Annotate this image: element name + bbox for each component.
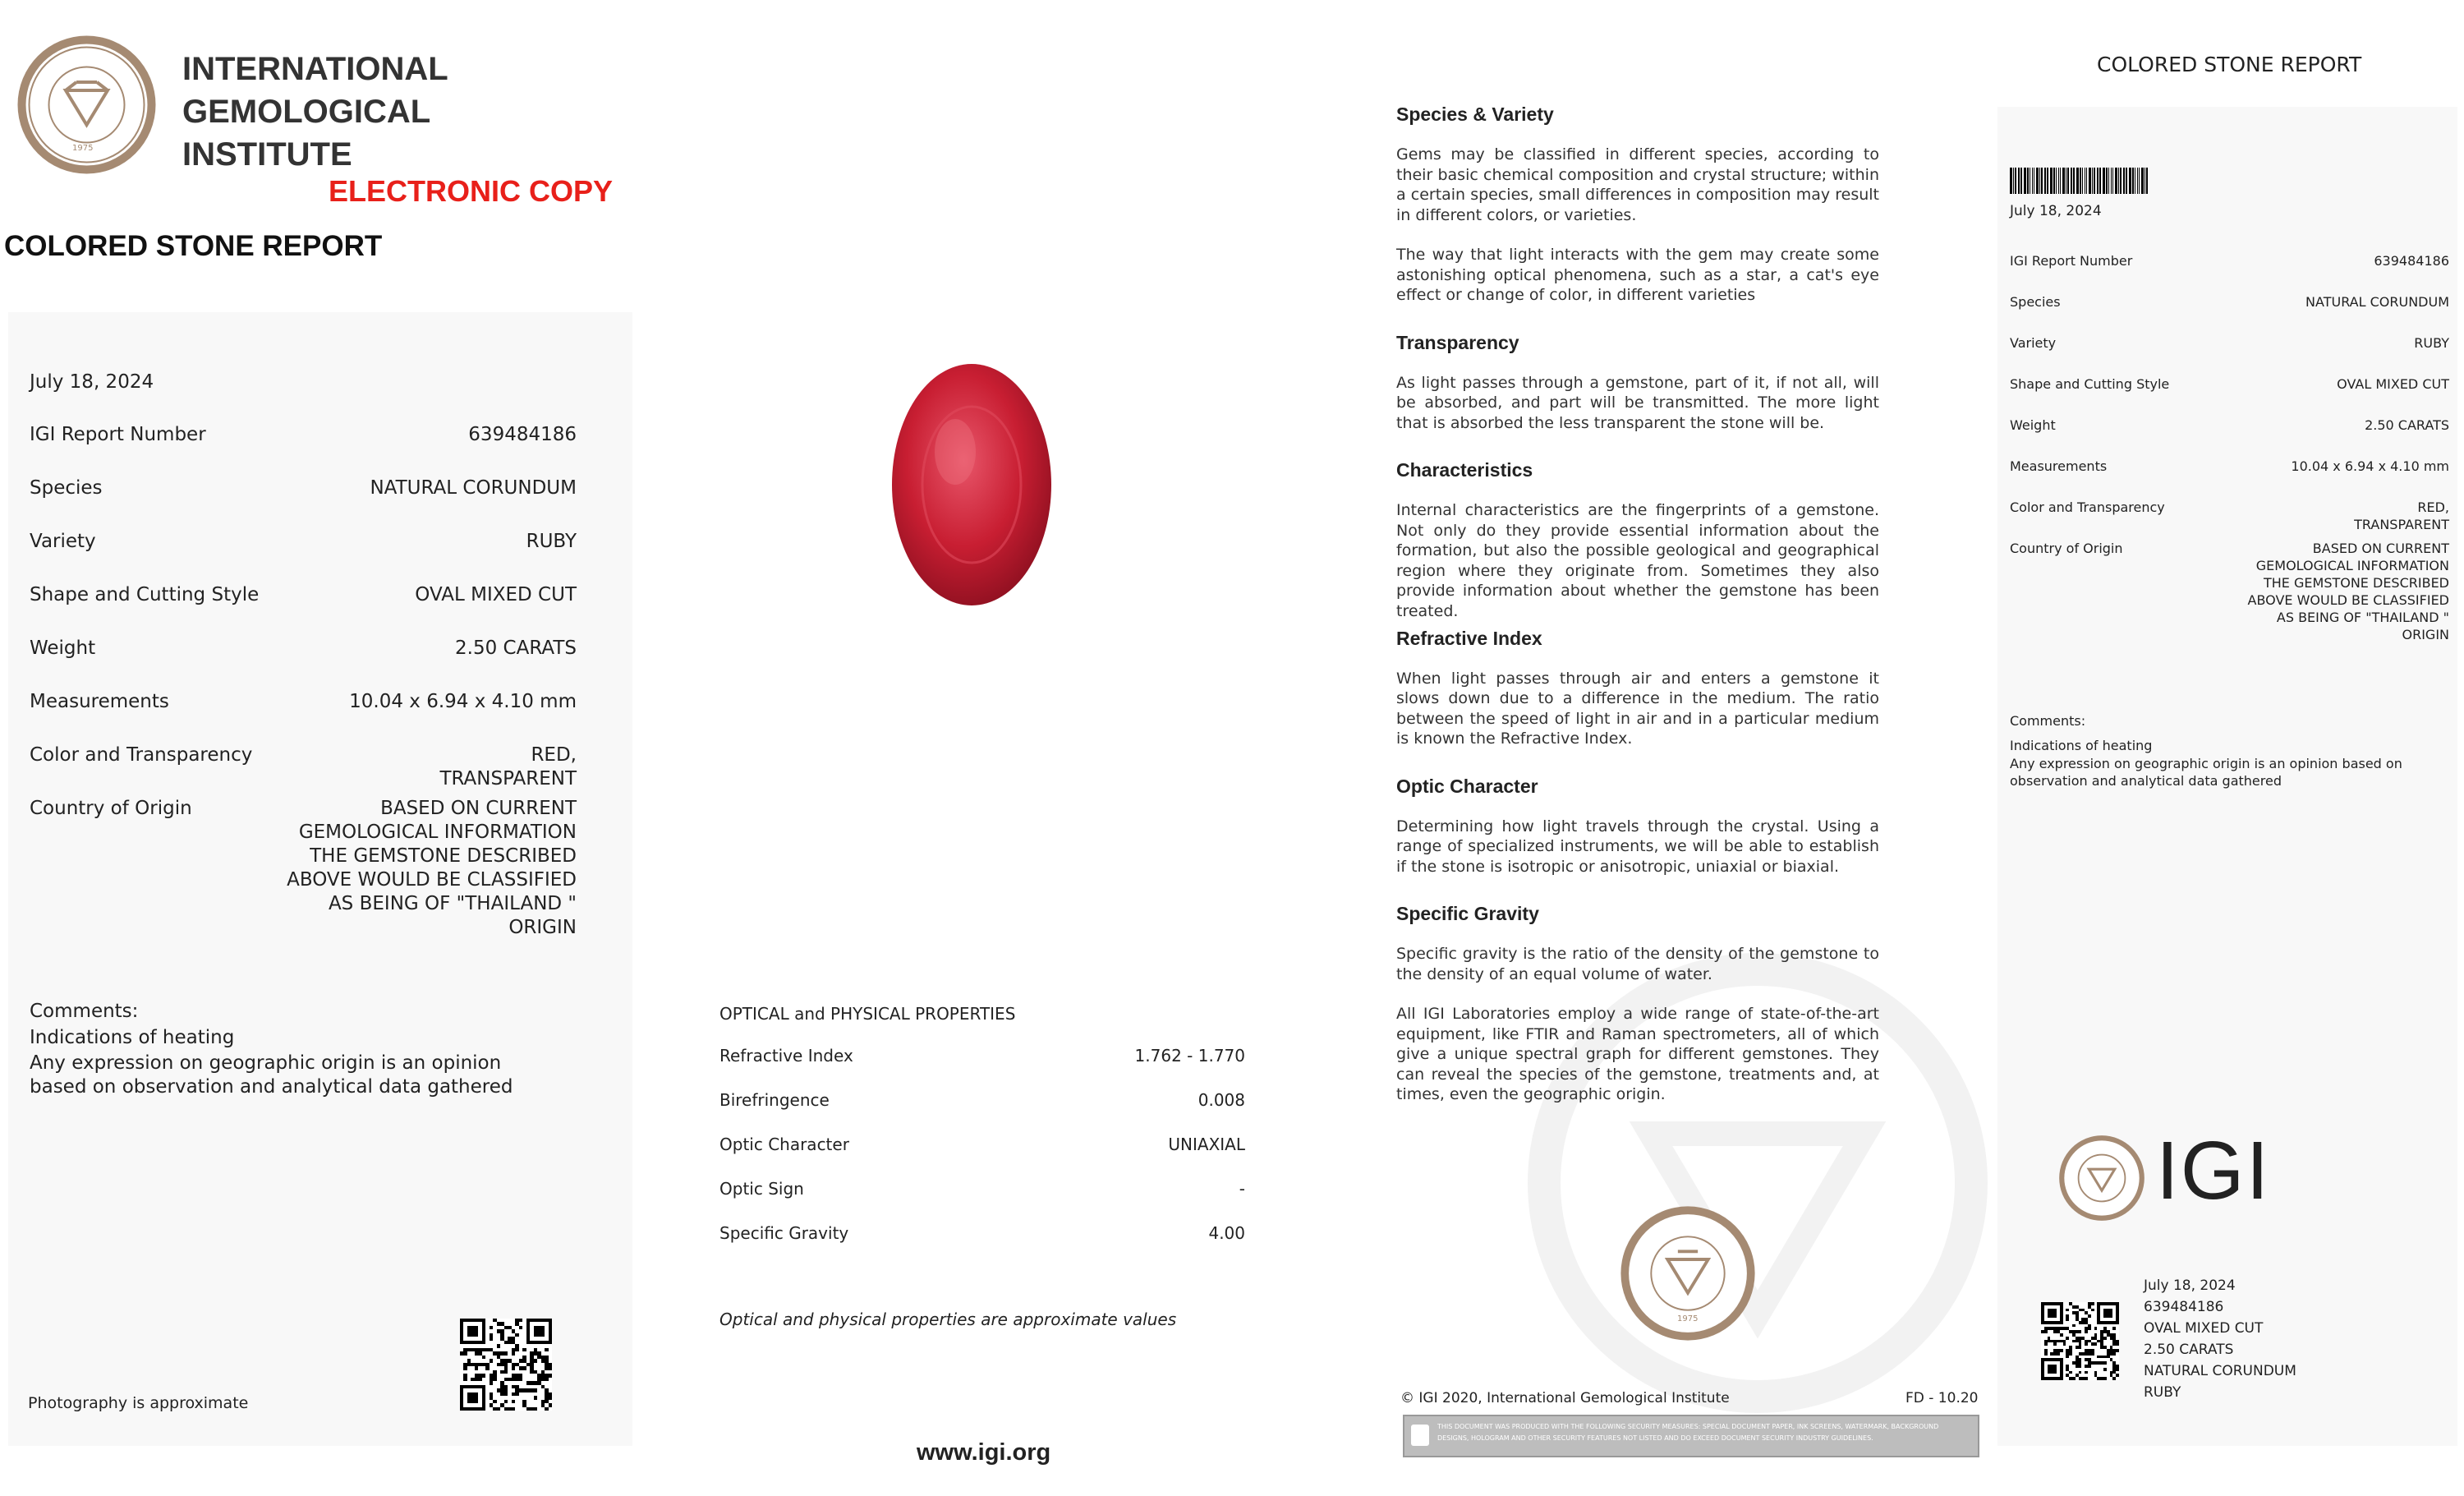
optical-property-value: 0.008 (1198, 1090, 1245, 1110)
website-link[interactable]: www.igi.org (917, 1439, 1051, 1466)
report-field-label: Measurements (30, 691, 169, 712)
optical-property-row (719, 1045, 1245, 1066)
optical-property-row (719, 1222, 1245, 1244)
photography-note: Photography is approximate (28, 1394, 249, 1412)
info-paragraph: Gems may be classified in different species, according to their basic chemical composition and crystal structure; within a certain species, small differences in composition may result in different colors, or varieties. (1396, 145, 1879, 224)
report-field-value: BASED ON CURRENT GEMOLOGICAL INFORMATION THE GEMSTONE DESCRIBED ABOVE WOULD BE CLASSIFIED AS BEING OF "THAILAND " ORIGIN (287, 798, 577, 938)
summary-field-value: BASED ON CURRENT GEMOLOGICAL INFORMATION THE GEMSTONE DESCRIBED ABOVE WOULD BE CLASSIFIED AS BEING OF "THAILAND " ORIGIN (2247, 541, 2449, 642)
report-field-row (30, 476, 577, 500)
summary-field-row (2010, 334, 2449, 352)
info-section-title: Species & Variety (1396, 104, 1554, 125)
summary-field-row (2010, 293, 2449, 311)
report-date: July 18, 2024 (30, 371, 154, 393)
summary-field-value: OVAL MIXED CUT (2337, 376, 2449, 392)
info-section-title: Refractive Index (1396, 627, 1542, 649)
summary-field-value: RUBY (2414, 335, 2449, 351)
optical-property-value: UNIAXIAL (1168, 1135, 1245, 1154)
report-title: COLORED STONE REPORT (4, 230, 383, 262)
summary-field-value: 639484186 (2374, 253, 2449, 269)
optical-property-label: Optic Sign (719, 1179, 804, 1199)
info-seal-year: 1975 (1677, 1314, 1699, 1323)
report-field-row (30, 743, 577, 791)
info-paragraph: When light passes through air and enters a gemstone it slows down due to a difference in the medium. The ratio between the speed of light in air and in a particular medium is known the Refractive Index. (1396, 669, 1879, 748)
optical-property-value: 4.00 (1208, 1223, 1245, 1243)
summary-field-row (2010, 499, 2449, 533)
card-line: NATURAL CORUNDUM (2144, 1363, 2296, 1379)
info-seal-logo (1618, 1204, 1758, 1343)
summary-field-label: Color and Transparency (2010, 499, 2165, 515)
barcode (2010, 168, 2151, 194)
copyright: © IGI 2020, International Gemological Institute (1400, 1390, 1730, 1406)
qr-code-summary[interactable] (2041, 1302, 2119, 1380)
report-field-label: IGI Report Number (30, 424, 206, 445)
report-field-value: 10.04 x 6.94 x 4.10 mm (349, 691, 577, 712)
summary-field-label: Country of Origin (2010, 541, 2123, 556)
summary-comment-heating: Indications of heating (2010, 738, 2153, 753)
info-paragraph: All IGI Laboratories employ a wide range of state-of-the-art equipment, like FTIR and Raman spectrometers, all of which give a unique spectral graph for different gemstones. They can reveal the species of the gemstone, treatments and, at times, even the geographic origin. (1396, 1005, 1879, 1103)
summary-field-value: NATURAL CORUNDUM (2305, 294, 2449, 310)
summary-seal-logo (2057, 1134, 2146, 1222)
optical-property-label: Refractive Index (719, 1046, 853, 1066)
report-field-row (30, 530, 577, 554)
info-section-title: Specific Gravity (1396, 903, 1539, 924)
info-section-title: Transparency (1396, 331, 1519, 353)
info-paragraph: As light passes through a gemstone, part of it, if not all, will be absorbed, and part will be transmitted. The more light that is absorbed the less transparent the stone will be. (1396, 373, 1879, 432)
summary-field-row (2010, 375, 2449, 393)
qr-code-left[interactable] (460, 1319, 552, 1411)
report-field-row (30, 690, 577, 714)
summary-field-label: Weight (2010, 417, 2056, 433)
summary-field-value: RED, TRANSPARENT (2354, 499, 2449, 532)
card-line: RUBY (2144, 1384, 2181, 1401)
info-section-title: Optic Character (1396, 775, 1538, 797)
report-field-value: RED, TRANSPARENT (439, 744, 577, 789)
report-field-value: OVAL MIXED CUT (415, 584, 577, 605)
report-field-value: RUBY (526, 531, 577, 552)
card-line: OVAL MIXED CUT (2144, 1320, 2264, 1337)
optical-property-label: Birefringence (719, 1090, 830, 1110)
report-field-label: Shape and Cutting Style (30, 584, 260, 605)
card-line: 639484186 (2144, 1299, 2224, 1315)
summary-field-row (2010, 252, 2449, 269)
optical-property-value: 1.762 - 1.770 (1134, 1046, 1245, 1066)
info-section-title: Characteristics (1396, 459, 1533, 481)
optical-property-row (719, 1089, 1245, 1111)
igi-seal-logo (15, 33, 159, 177)
summary-field-label: Shape and Cutting Style (2010, 376, 2170, 392)
report-field-label: Color and Transparency (30, 744, 253, 766)
summary-field-label: Species (2010, 294, 2061, 310)
summary-field-row (2010, 540, 2449, 643)
report-field-label: Country of Origin (30, 798, 192, 819)
optical-property-row (719, 1134, 1245, 1155)
report-field-row (30, 583, 577, 607)
report-field-label: Species (30, 477, 103, 499)
comment-heating: Indications of heating (30, 1027, 235, 1048)
card-line: July 18, 2024 (2144, 1277, 2236, 1294)
report-field-label: Weight (30, 638, 96, 659)
report-field-row (30, 797, 577, 940)
summary-field-row (2010, 458, 2449, 475)
seal-year: 1975 (72, 144, 94, 153)
institute-line-2: GEMOLOGICAL (182, 94, 431, 130)
institute-line-3: INSTITUTE (182, 136, 352, 173)
security-strip (1403, 1415, 1979, 1457)
optical-note: Optical and physical properties are approximate values (719, 1310, 1177, 1329)
summary-field-label: Measurements (2010, 458, 2108, 474)
report-field-value: NATURAL CORUNDUM (370, 477, 577, 499)
summary-field-value: 2.50 CARATS (2365, 417, 2449, 433)
info-paragraph: Internal characteristics are the fingerprints of a gemstone. Not only do they provide essential information about the formation, but also the possible geological and geographical region where they originate from. Sometimes they also provide information about whether the gemstone has been treated. (1396, 501, 1879, 620)
igi-brand-logo: IGI (2156, 1125, 2271, 1217)
summary-field-value: 10.04 x 6.94 x 4.10 mm (2291, 458, 2449, 474)
summary-title: COLORED STONE REPORT (2097, 53, 2362, 76)
report-field-label: Variety (30, 531, 96, 552)
report-field-row (30, 423, 577, 447)
report-field-row (30, 637, 577, 661)
lock-icon (1411, 1425, 1429, 1446)
ruby-gemstone-photo (890, 361, 1054, 608)
info-paragraph: The way that light interacts with the gem may create some astonishing optical phenomena, such as a star, a cat's eye effect or change of color, in different varieties (1396, 246, 1879, 304)
optical-property-value: - (1239, 1179, 1245, 1199)
electronic-copy-label: ELECTRONIC COPY (329, 174, 614, 208)
report-field-value: 2.50 CARATS (455, 638, 577, 659)
comments-label: Comments: (30, 1001, 139, 1022)
security-text: THIS DOCUMENT WAS PRODUCED WITH THE FOLLOWING SECURITY MEASURES: SPECIAL DOCUMENT PAPER, INK SCREENS, WATERMARK, BACKGROUND DESIGNS, HOLOGRAM AND OTHER SECURITY FEATURES NOT LISTED AND DO EXCEED DOCUMENT SECURITY INDUSTRY GUIDELINES. (1437, 1423, 1939, 1442)
optical-property-row (719, 1178, 1245, 1199)
card-line: 2.50 CARATS (2144, 1342, 2234, 1358)
form-code: FD - 10.20 (1905, 1390, 1979, 1406)
institute-line-1: INTERNATIONAL (182, 51, 448, 87)
info-paragraph: Determining how light travels through the crystal. Using a range of specialized instruments, we will be able to establish if the stone is isotropic or anisotropic, uniaxial or biaxial. (1396, 817, 1879, 876)
comment-origin-opinion: Any expression on geographic origin is an opinion based on observation and analytical data gathered (30, 1052, 513, 1098)
summary-date: July 18, 2024 (2010, 203, 2102, 219)
card-lines (2144, 1275, 2296, 1403)
summary-field-row (2010, 417, 2449, 434)
institute-name (182, 48, 448, 176)
optical-property-label: Optic Character (719, 1135, 849, 1154)
info-paragraph: Specific gravity is the ratio of the density of the gemstone to the density of an equal volume of water. (1396, 945, 1879, 983)
optical-properties-title: OPTICAL and PHYSICAL PROPERTIES (719, 1004, 1016, 1024)
summary-comment-origin: Any expression on geographic origin is an opinion based on observation and analytical data gathered (2010, 756, 2402, 789)
summary-comments-label: Comments: (2010, 713, 2086, 729)
summary-field-label: Variety (2010, 335, 2057, 351)
summary-field-label: IGI Report Number (2010, 253, 2133, 269)
report-field-value: 639484186 (468, 424, 577, 445)
optical-property-label: Specific Gravity (719, 1223, 849, 1243)
